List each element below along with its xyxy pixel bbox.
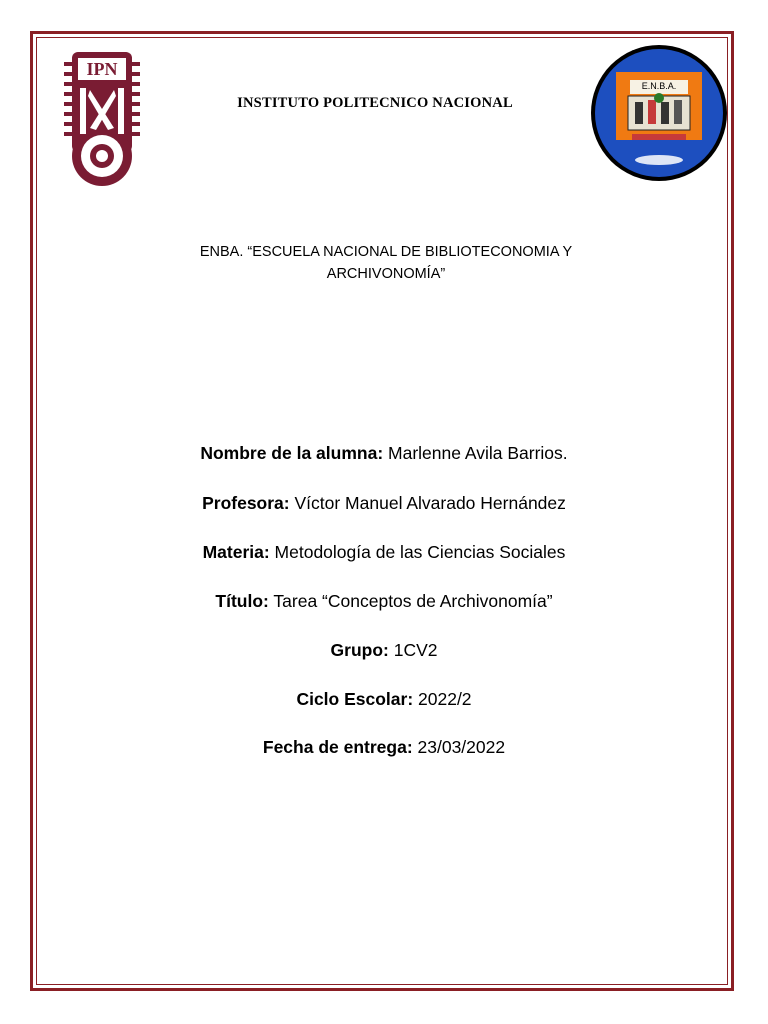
field-student-name [90, 442, 678, 464]
school-name [120, 241, 652, 285]
ipn-logo-icon [60, 44, 144, 188]
enba-logo-icon [588, 42, 730, 184]
school-line-1: ENBA. “ESCUELA NACIONAL DE BIBLIOTECONOMIA Y [199, 244, 573, 260]
field-group [90, 639, 678, 661]
field-label: Profesora: [202, 493, 290, 513]
field-due-date [90, 736, 678, 758]
field-value: Metodología de las Ciencias Sociales [269, 542, 566, 562]
ipn-logo-text: IPN [86, 59, 118, 79]
field-label: Nombre de la alumna: [200, 443, 384, 463]
field-value: 1CV2 [388, 640, 438, 660]
enba-logo-text: E.N.B.A. [641, 81, 677, 91]
field-value: Víctor Manuel Alvarado Hernández [289, 493, 566, 513]
field-subject [90, 541, 678, 563]
field-title [90, 590, 678, 612]
field-label: Materia: [202, 542, 270, 562]
field-professor [90, 492, 678, 514]
field-label: Fecha de entrega: [262, 737, 413, 757]
field-value: 2022/2 [413, 689, 472, 709]
field-school-year [90, 688, 678, 710]
field-value: Tarea “Conceptos de Archivonomía” [268, 591, 553, 611]
field-label: Grupo: [330, 640, 389, 660]
field-label: Título: [215, 591, 269, 611]
field-value: 23/03/2022 [412, 737, 506, 757]
field-value: Marlenne Avila Barrios. [383, 443, 568, 463]
institute-title: INSTITUTO POLITECNICO NACIONAL [237, 95, 513, 111]
field-label: Ciclo Escolar: [296, 689, 414, 709]
school-line-2: ARCHIVONOMÍA” [326, 266, 446, 282]
